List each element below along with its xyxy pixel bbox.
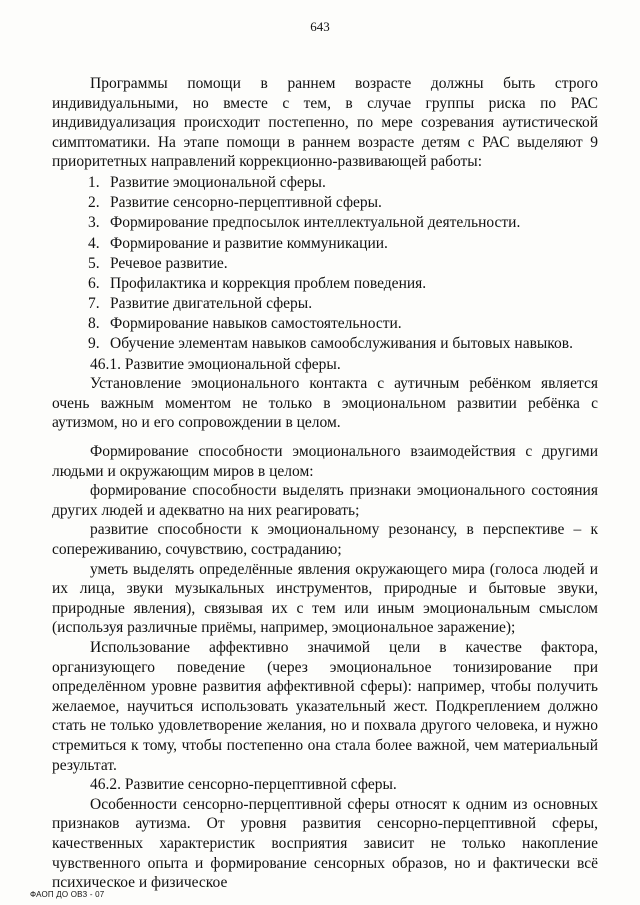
paragraph-emotional-resonance: развитие способности к эмоциональному резонансу, в перспективе – к сопереживанию, сочувствию, состраданию; (52, 521, 598, 558)
list-item-text: Развитие эмоциональной сферы. (110, 173, 326, 191)
list-item (52, 274, 598, 294)
list-item (52, 173, 598, 193)
list-item (52, 294, 598, 314)
list-item-number: 6. (88, 274, 100, 292)
section-heading-emotional: 46.1. Развитие эмоциональной сферы. (90, 355, 341, 373)
paragraph-emotional-recognition: формирование способности выделять признаки эмоционального состояния других людей и адекватно на них реагировать; (52, 482, 598, 519)
page-number: 643 (310, 19, 330, 34)
list-item-text: Формирование и развитие коммуникации. (110, 234, 388, 252)
list-item-text: Речевое развитие. (110, 254, 228, 272)
page-content (52, 74, 598, 893)
list-item-text: Формирование предпосылок интеллектуальной деятельности. (110, 214, 521, 232)
list-item-number: 2. (88, 194, 100, 212)
document-footer: ФАОП ДО ОВЗ - 07 (30, 890, 105, 899)
list-item-number: 1. (88, 173, 100, 191)
intro-paragraph: Программы помощи в раннем возрасте должны быть строго индивидуальными, но вместе с тем, в случае группы риска по РАС индивидуализация происходит постепенно, по мере созревания аутистической симптоматики. На этапе помощи в раннем возрасте детям с РАС выделяют 9 приоритетных направлений коррекционно-развивающей работы: (52, 75, 598, 171)
list-item-text: Формирование навыков самостоятельности. (110, 315, 402, 333)
paragraph-emotional-contact: Установление эмоционального контакта с аутичным ребёнком является очень важным моментом не только в эмоциональном развитии ребёнка с аутизмом, но и его сопровождении в целом. (52, 375, 598, 432)
list-item-text: Развитие двигательной сферы. (110, 295, 313, 313)
list-item-number: 5. (88, 254, 100, 272)
list-item (52, 334, 598, 354)
paragraph-sensory-features: Особенности сенсорно-перцептивной сферы относят к одним из основных признаков аутизма. От уровня развития сенсорно-перцептивной сферы, качественных характеристик восприятия зависит не только накопление чувственного опыта и формирование сенсорных образов, но и фактически всё психическое и физическое (52, 795, 598, 892)
list-item (52, 234, 598, 254)
paragraph-affective-goal: Использование аффективно значимой цели в качестве фактора, организующего поведение (через эмоциональное тонизирование при определённом уровне развития аффективной сферы): например, чтобы получить желаемое, научиться использовать указательный жест. Подкреплением должно стать не только удовлетворение желания, но и похвала другого человека, и нужно стремиться к тому, чтобы постепенно она стала более важной, чем материальный результат. (52, 638, 598, 774)
list-item-number: 3. (88, 214, 100, 232)
list-item (52, 213, 598, 233)
list-item-number: 8. (88, 315, 100, 333)
directions-list (52, 173, 598, 354)
list-item-number: 4. (88, 234, 100, 252)
list-item (52, 193, 598, 213)
section-heading-sensory: 46.2. Развитие сенсорно-перцептивной сферы. (90, 776, 397, 794)
list-item-text: Развитие сенсорно-перцептивной сферы. (110, 194, 382, 212)
paragraph-world-phenomena: уметь выделять определённые явления окружающего мира (голоса людей и их лица, звуки музыкальных инструментов, природные и бытовые звуки, природные явления), связывая их с тем или иным эмоциональным смыслом (используя различные приёмы, например, эмоциональное заражение); (52, 560, 598, 637)
list-item-number: 9. (88, 335, 100, 353)
list-item (52, 314, 598, 334)
list-item-text: Обучение элементам навыков самообслуживания и бытовых навыков. (110, 335, 573, 353)
list-item (52, 254, 598, 274)
list-item-number: 7. (88, 295, 100, 313)
paragraph-emotional-interaction: Формирование способности эмоционального взаимодействия с другими людьми и окружающим миров в целом: (52, 443, 598, 480)
list-item-text: Профилактика и коррекция проблем поведения. (110, 274, 427, 292)
